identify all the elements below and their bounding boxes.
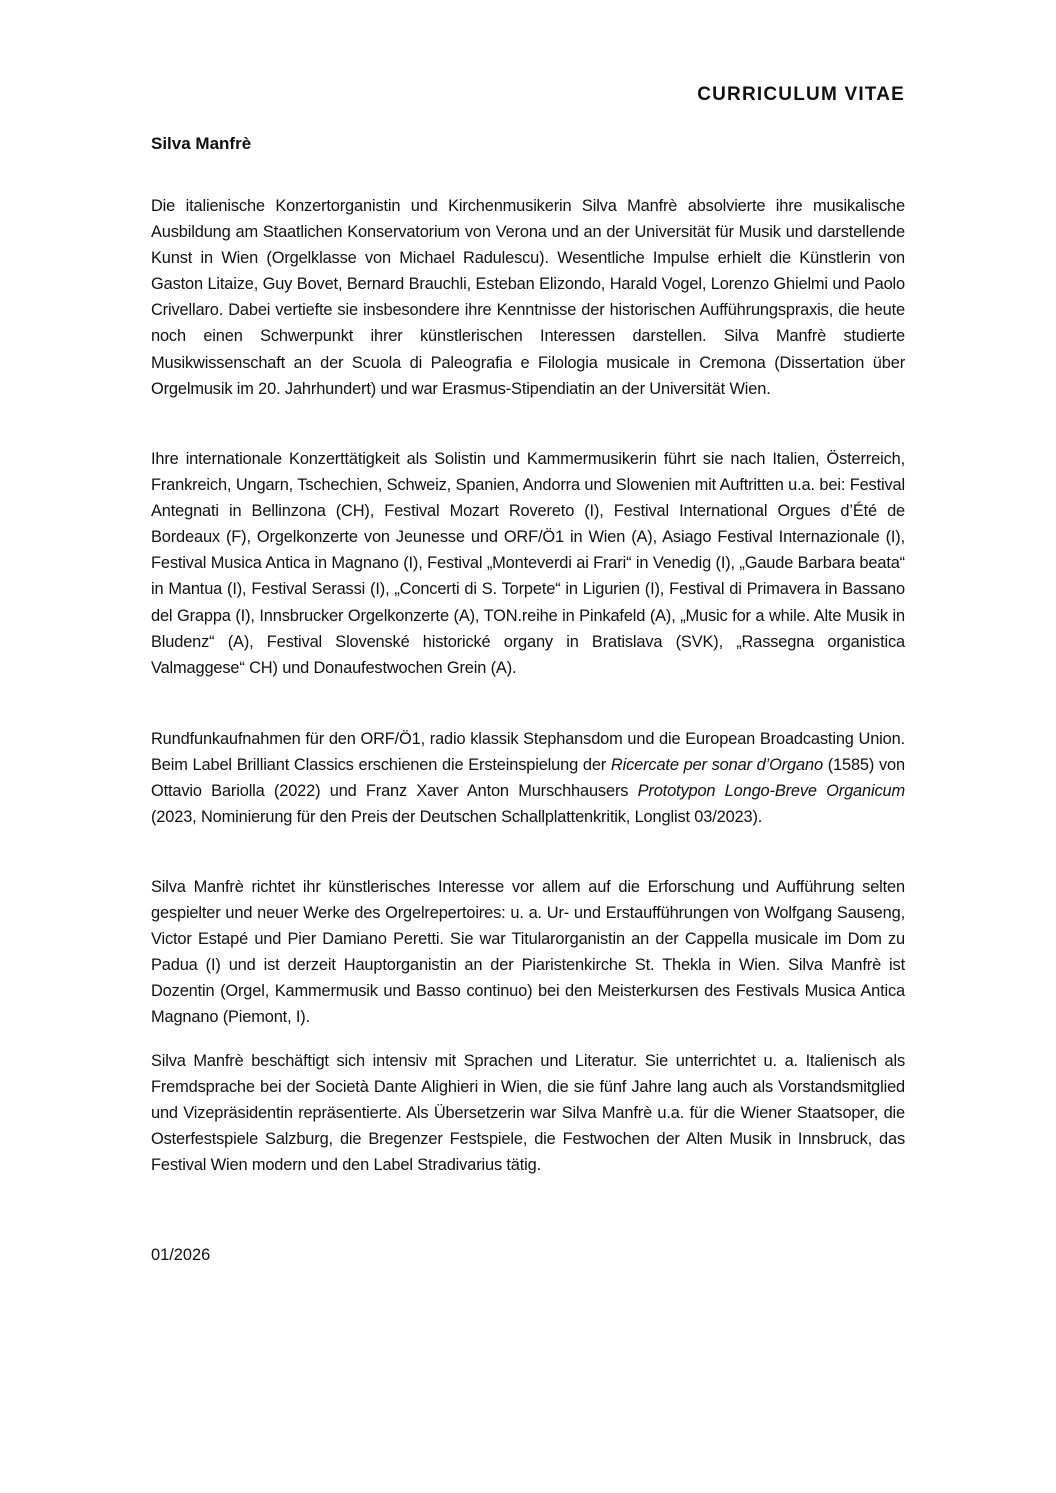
recordings-text-2: (1585) von Ottavio Bariolla (2022) und Franz Xaver Anton Murschhausers xyxy=(151,756,905,801)
recording-title-prototypon: Prototypon Longo-Breve Organicum xyxy=(637,782,905,801)
person-name: Silva Manfrè xyxy=(151,134,252,153)
recordings-text-3: (2023, Nominierung für den Preis der Deutschen Schallplattenkritik, Longlist 03/2023). xyxy=(151,808,763,827)
paragraph-recordings xyxy=(151,726,905,830)
recordings-text-1: Rundfunkaufnahmen für den ORF/Ö1, radio klassik Stephansdom und die European Broadcasting Union. Beim Label Brilliant Classics erschienen die Ersteinspielung der xyxy=(151,730,905,775)
document-title: CURRICULUM VITAE xyxy=(697,84,905,105)
paragraph-concerts: Ihre internationale Konzerttätigkeit als Solistin und Kammermusikerin führt sie nach Italien, Österreich, Frankreich, Ungarn, Tschechien, Schweiz, Spanien, Andorra und Slowenien mit Auftritten u.a. bei: Festival Antegnati in Bellinzona (CH), Festival Mozart Rovereto (I), Festival International Orgues d’Été de Bordeaux (F), Orgelkonzerte von Jeunesse und ORF/Ö1 in Wien (A), Asiago Festival Internazionale (I), Festival Musica Antica in Magnano (I), Festival „Monteverdi ai Frari“ in Venedig (I), „Gaude Barbara beata“ in Mantua (I), Festival Serassi (I), „Concerti di S. Torpete“ in Ligurien (I), Festival di Primavera in Bassano del Grappa (I), Innsbrucker Orgelkonzerte (A), TON.reihe in Pinkafeld (A), „Music for a while. Alte Musik in Bludenz“ (A), Festival Slovenské historické organy in Bratislava (SVK), „Rassegna organistica Valmaggese“ CH) und Donaufestwochen Grein (A). xyxy=(151,450,905,677)
recording-title-ricercate: Ricercate per sonar d’Organo xyxy=(610,756,823,775)
paragraph-repertoire: Silva Manfrè richtet ihr künstlerisches Interesse vor allem auf die Erforschung und Aufführung selten gespielter und neuer Werke des Orgelrepertoires: u. a. Ur- und Erstaufführungen von Wolfgang Sauseng, Victor Estapé und Pier Damiano Peretti. Sie war Titularorganistin an der Cappella musicale im Dom zu Padua (I) und ist derzeit Hauptorganistin an der Piaristenkirche St. Thekla in Wien. Silva Manfrè ist Dozentin (Orgel, Kammermusik und Basso continuo) bei den Meisterkursen des Festivals Musica Antica Magnano (Piemont, I). xyxy=(151,878,905,1027)
paragraph-education: Die italienische Konzertorganistin und Kirchenmusikerin Silva Manfrè absolvierte ihre musikalische Ausbildung am Staatlichen Konservatorium von Verona und an der Universität für Musik und darstellende Kunst in Wien (Orgelklasse von Michael Radulescu). Wesentliche Impulse erhielt die Künstlerin von Gaston Litaize, Guy Bovet, Bernard Brauchli, Esteban Elizondo, Harald Vogel, Lorenzo Ghielmi und Paolo Crivellaro. Dabei vertiefte sie insbesondere ihre Kenntnisse der historischen Aufführungspraxis, die heute noch einen Schwerpunkt ihrer künstlerischen Interessen darstellen. Silva Manfrè studierte Musikwissenschaft an der Scuola di Paleografia e Filologia musicale in Cremona (Dissertation über Orgelmusik im 20. Jahrhundert) und war Erasmus-Stipendiatin an der Universität Wien. xyxy=(151,197,905,398)
paragraph-languages: Silva Manfrè beschäftigt sich intensiv mit Sprachen und Literatur. Sie unterrichtet u. a. Italienisch als Fremdsprache bei der Società Dante Alighieri in Wien, die sie fünf Jahre lang auch als Vorstandsmitglied und Vizepräsidentin repräsentierte. Als Übersetzerin war Silva Manfrè u.a. für die Wiener Staatsoper, die Osterfestspiele Salzburg, die Bregenzer Festspiele, die Festwochen der Alten Musik in Innsbruck, das Festival Wien modern und den Label Stradivarius tätig. xyxy=(151,1052,905,1175)
document-date: 01/2026 xyxy=(151,1246,211,1264)
